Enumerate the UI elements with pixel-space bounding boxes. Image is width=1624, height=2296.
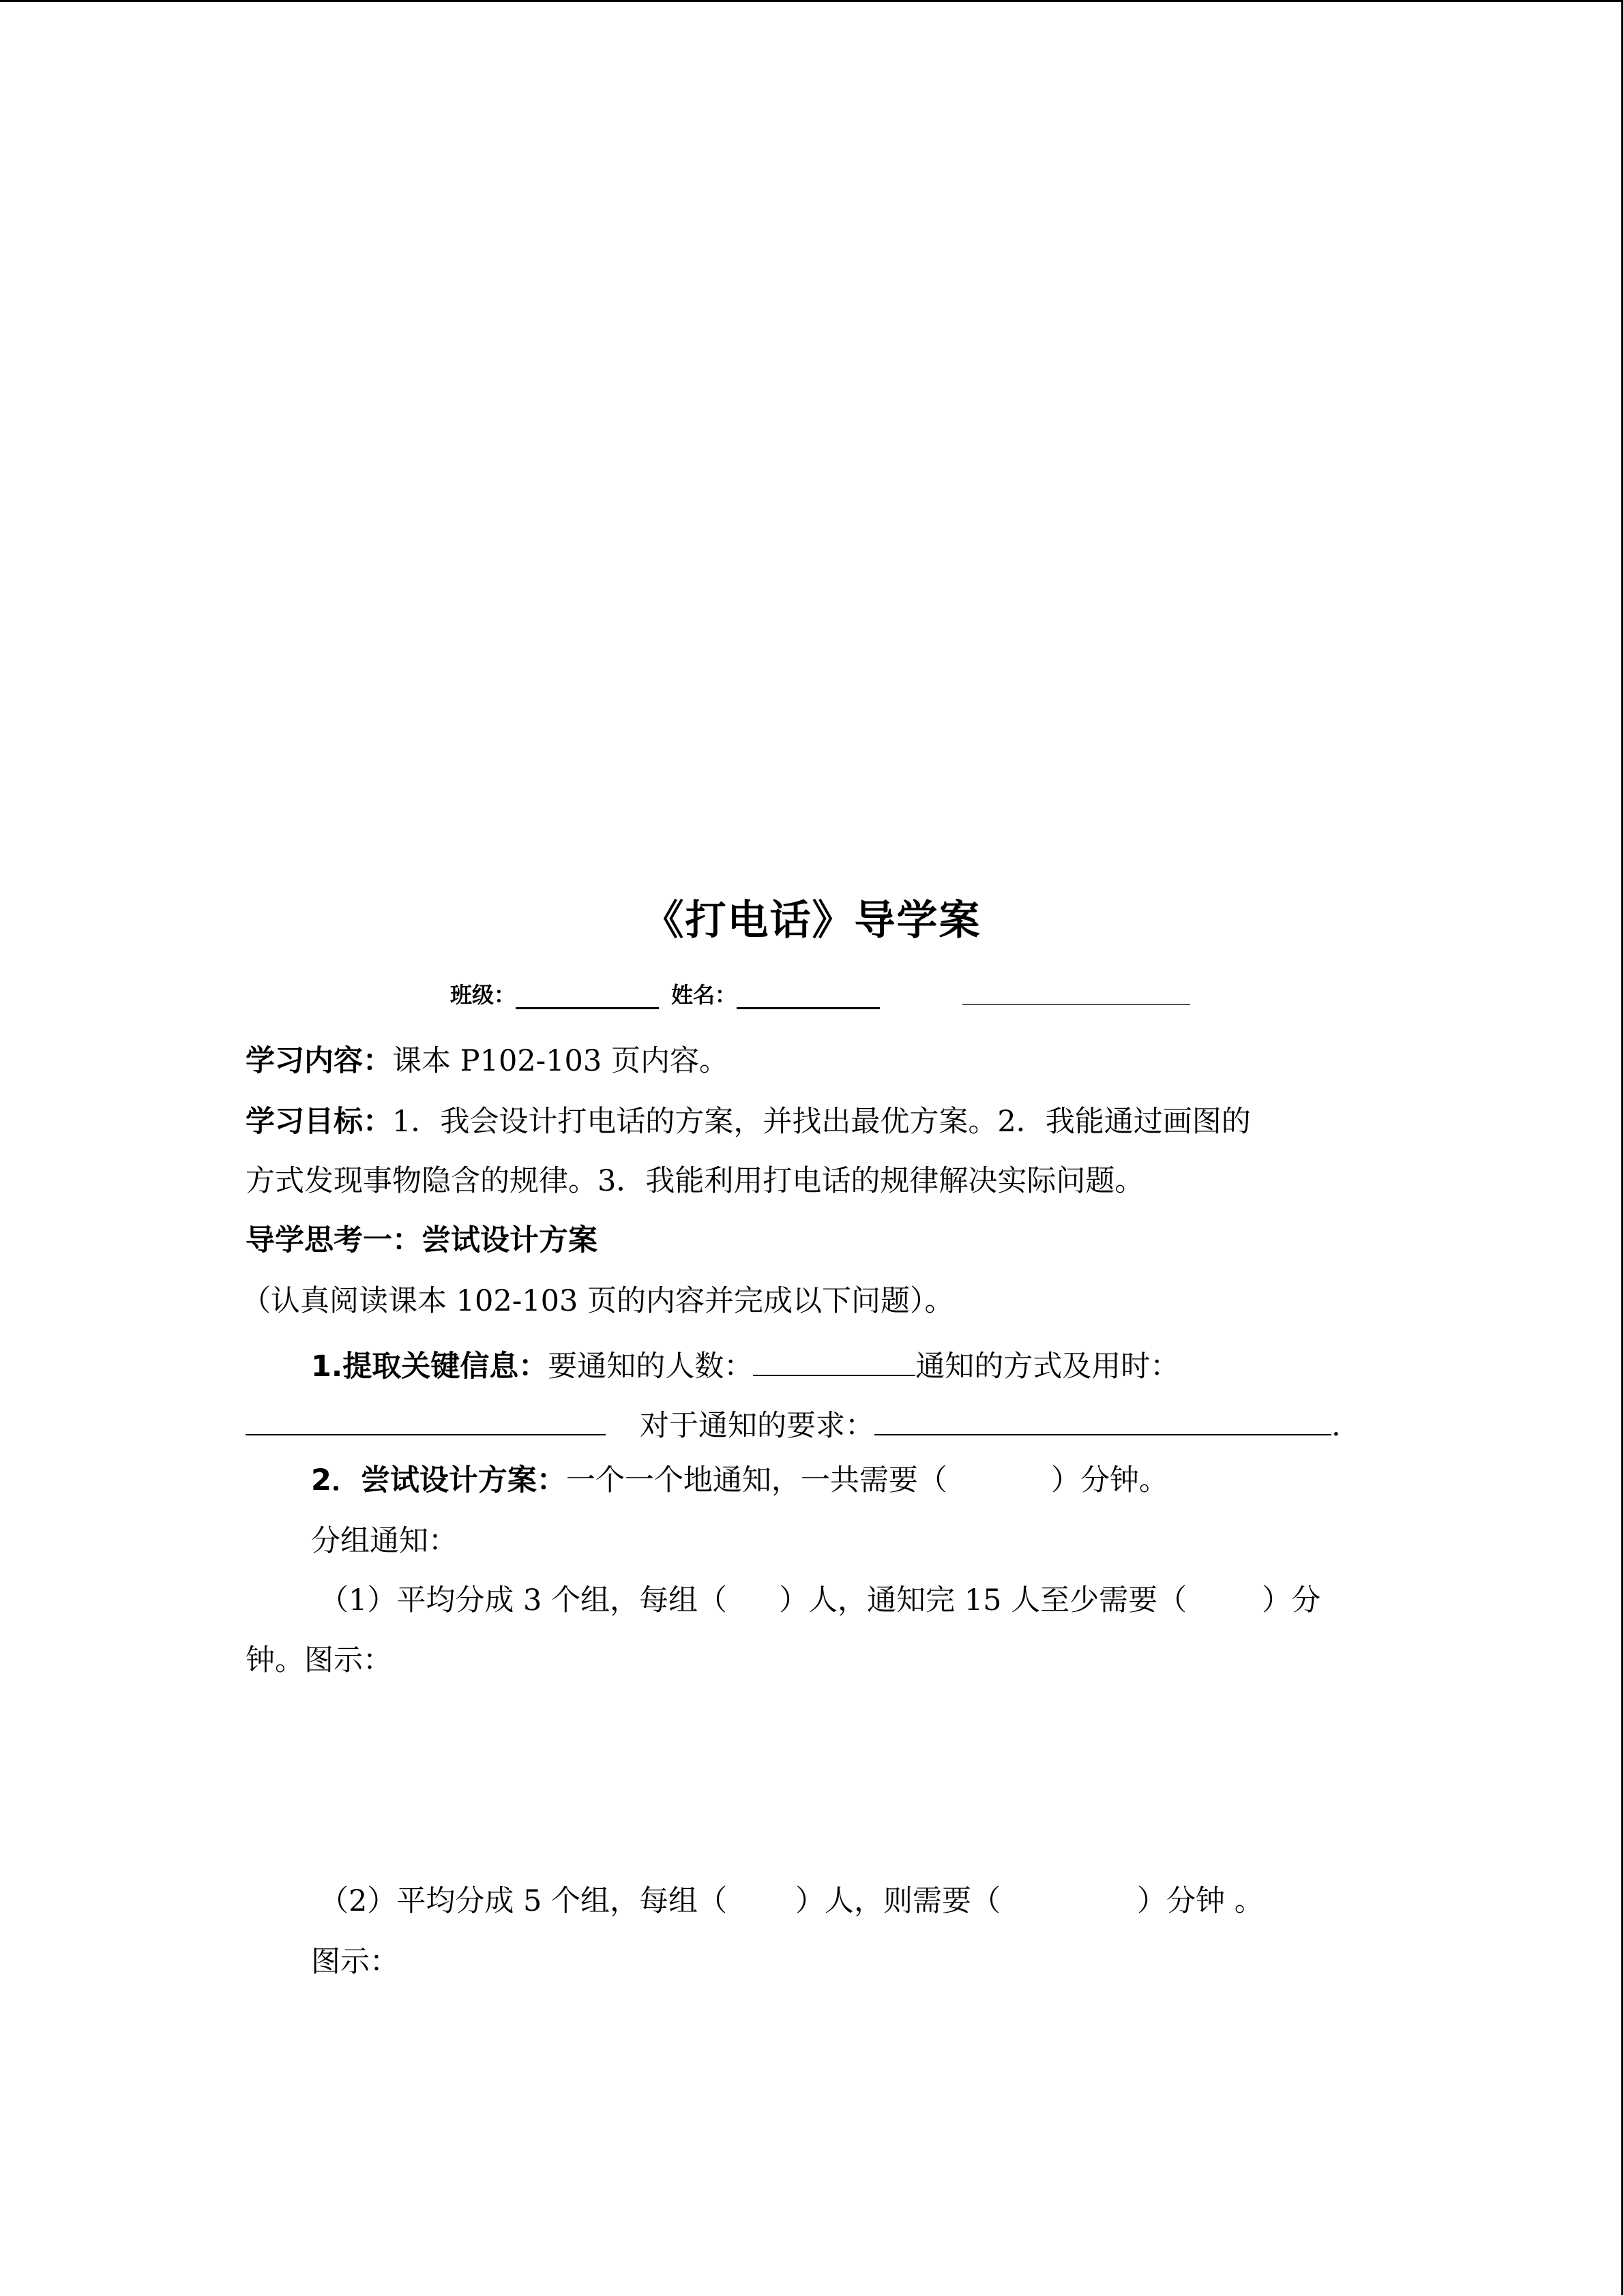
- sub-question-2-text-a: （2）平均分成 5 个组，每组（: [319, 1884, 728, 1918]
- name-blank[interactable]: [737, 983, 880, 1009]
- question-1-text-c: 对于通知的要求：: [640, 1409, 874, 1443]
- sub-question-2-text-b: ）人，则需要（: [795, 1884, 1001, 1918]
- extra-blank-line: [962, 1004, 1190, 1005]
- study-content-label: 学习内容：: [246, 1044, 392, 1078]
- goals-line-2: [246, 1164, 1145, 1198]
- question-1-line-2: [246, 1407, 1341, 1441]
- student-info-row: [450, 978, 892, 1009]
- goals-label: 学习目标：: [246, 1105, 392, 1139]
- sub-question-1-text-b: ）人，通知完 15 人至少需要（: [779, 1583, 1187, 1617]
- sub-question-1-text-c: ）分: [1262, 1583, 1321, 1617]
- question-1-label: 1.提取关键信息：: [311, 1350, 548, 1384]
- class-label: 班级：: [450, 982, 516, 1008]
- name-label: 姓名：: [671, 982, 737, 1008]
- section-note: （认真阅读课本 102-103 页的内容并完成以下问题）。: [241, 1284, 954, 1318]
- question-1-line: [311, 1347, 1179, 1382]
- question-1-text-b: 通知的方式及用时：: [915, 1350, 1180, 1384]
- method-time-blank[interactable]: [246, 1407, 606, 1435]
- page-title: 《打电话》导学案: [643, 897, 981, 944]
- group-notice: 分组通知：: [311, 1524, 458, 1558]
- diagram-label: 图示：: [311, 1945, 399, 1979]
- section-heading: 导学思考一：尝试设计方案: [246, 1223, 597, 1257]
- question-2-label: 2．尝试设计方案：: [311, 1463, 566, 1497]
- goals-line-1: [246, 1107, 1251, 1137]
- sub-question-1-text-a: （1）平均分成 3 个组，每组（: [319, 1583, 728, 1617]
- requirement-blank[interactable]: [874, 1407, 1331, 1435]
- question-1-text-a: 要通知的人数：: [548, 1350, 754, 1384]
- study-content-text: 课本 P102-103 页内容。: [392, 1044, 728, 1078]
- sub-question-1-line: [319, 1583, 1321, 1617]
- sub-question-2-text-c: ）分钟 。: [1137, 1884, 1264, 1918]
- people-count-blank[interactable]: [753, 1347, 915, 1376]
- sub-question-2-line: [319, 1884, 1264, 1918]
- question-2-line: [311, 1463, 1168, 1497]
- question-2-text-a: 一个一个地通知，一共需要（: [565, 1463, 947, 1497]
- study-content-line: [246, 1044, 728, 1078]
- question-2-text-b: ）分钟。: [1050, 1463, 1168, 1497]
- sub-question-1-line-2: 钟。图示：: [246, 1643, 392, 1678]
- class-blank[interactable]: [516, 983, 659, 1009]
- question-1-end: .: [1331, 1409, 1341, 1443]
- goals-text-2: 方式发现事物隐含的规律。3．我能利用打电话的规律解决实际问题。: [246, 1164, 1145, 1198]
- goals-text-1: 1．我会设计打电话的方案，并找出最优方案。2．我能通过画图的: [392, 1105, 1251, 1139]
